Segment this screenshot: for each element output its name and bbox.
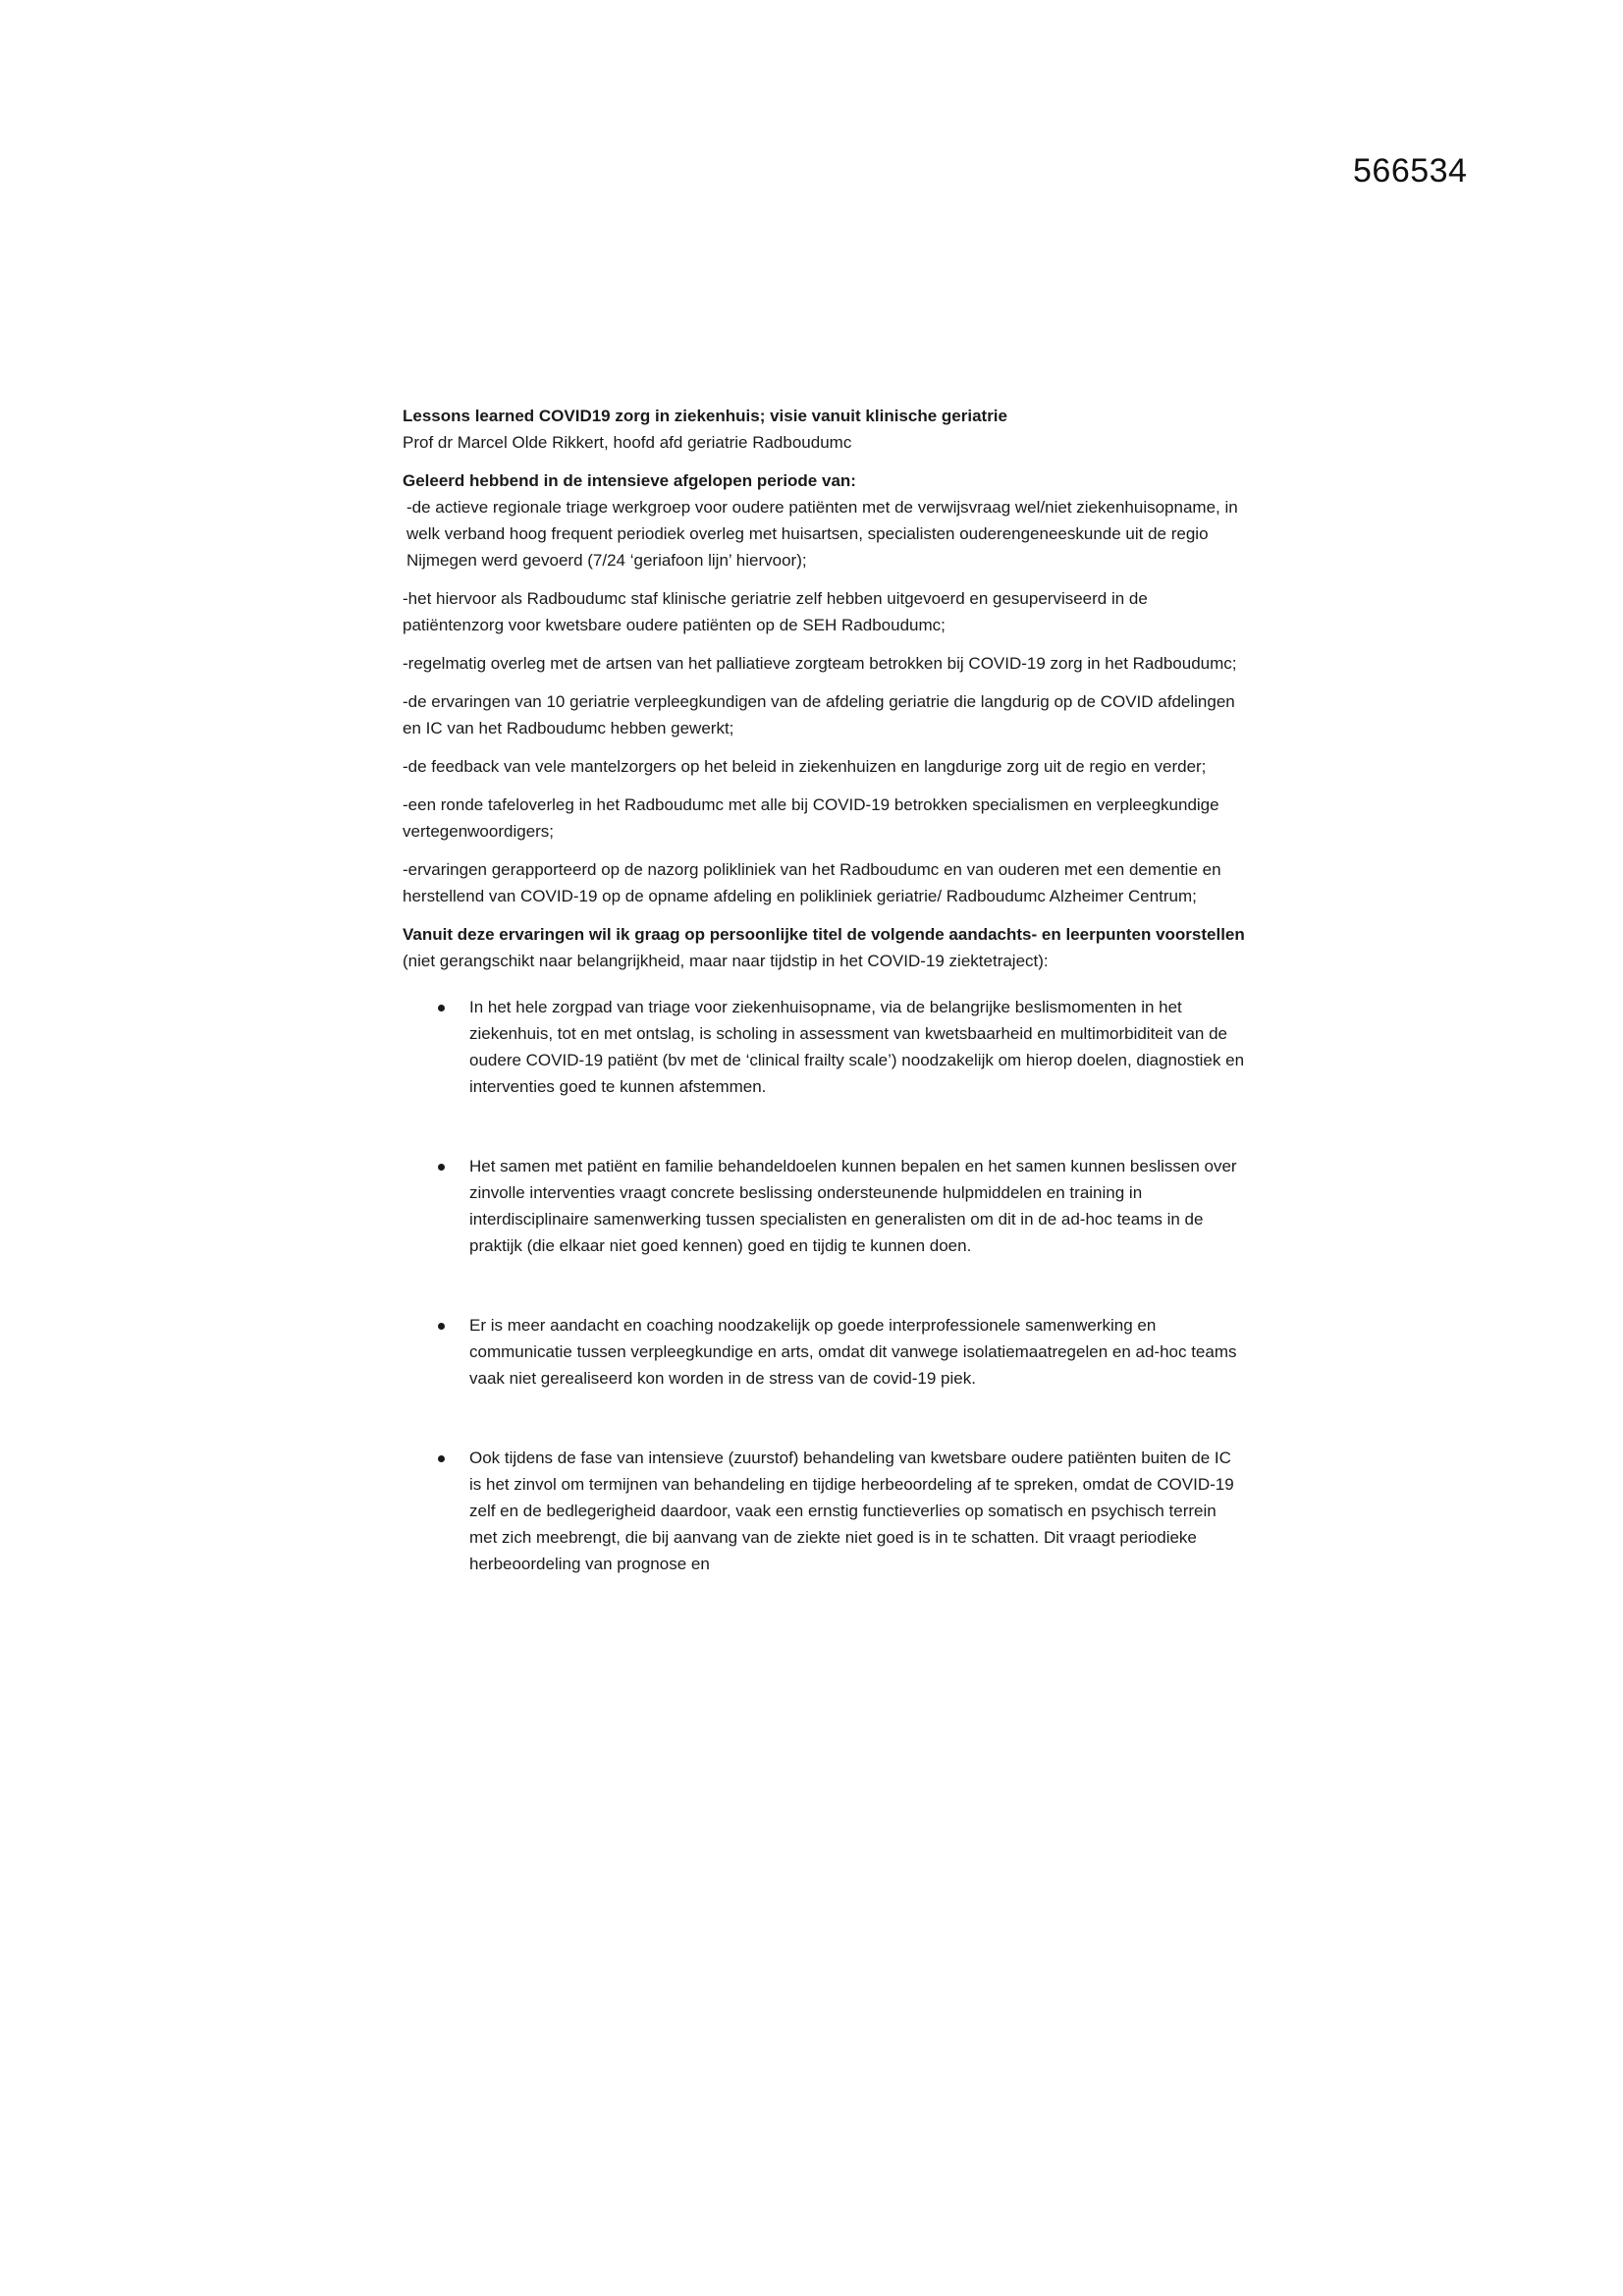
document-author: Prof dr Marcel Olde Rikkert, hoofd afd geriatrie Radboudumc (403, 433, 852, 452)
bullet-item (403, 1445, 1247, 1577)
paragraph: -ervaringen gerapporteerd op de nazorg polikliniek van het Radboudumc en van ouderen met een dementie en herstellend van COVID-19 op de opname afdeling en polikliniek geriatrie/ Radboudumc Alzheimer Centrum; (403, 860, 1221, 905)
paragraph: -regelmatig overleg met de artsen van het palliatieve zorgteam betrokken bij COVID-19 zorg in het Radboudumc; (403, 654, 1237, 673)
bullet-item (403, 994, 1247, 1100)
paragraph: -het hiervoor als Radboudumc staf klinische geriatrie zelf hebben uitgevoerd en gesuperviseerd in de patiëntenzorg voor kwetsbare oudere patiënten op de SEH Radboudumc; (403, 589, 1148, 634)
paragraph: -de actieve regionale triage werkgroep voor oudere patiënten met de verwijsvraag wel/niet ziekenhuisopname, in welk verband hoog frequent periodiek overleg met huisartsen, specialisten ouderengeneeskunde uit de regio Nijmegen werd gevoerd (7/24 ‘geriafoon lijn’ hiervoor); (406, 498, 1238, 570)
intro-paragraph (403, 921, 1247, 974)
bullet-text: In het hele zorgpad van triage voor ziekenhuisopname, via de belangrijke beslismomenten in het ziekenhuis, tot en met ontslag, is scholing in assessment van kwetsbaarheid en multimorbiditeit van de oudere COVID-19 patiënt (bv met de ‘clinical frailty scale’) noodzakelijk om hierop doelen, diagnostiek en interventies goed te kunnen afstemmen. (469, 998, 1245, 1096)
paragraph: -de feedback van vele mantelzorgers op het beleid in ziekenhuizen en langdurige zorg uit de regio en verder; (403, 757, 1207, 776)
bullet-item (403, 1153, 1247, 1259)
bullet-text: Ook tijdens de fase van intensieve (zuurstof) behandeling van kwetsbare oudere patiënten buiten de IC is het zinvol om termijnen van behandeling en tijdige herbeoordeling af te spreken, omdat de COVID-19 zelf en de bedlegerigheid daardoor, vaak een ernstig functieverlies op somatisch en psychisch terrein met zich meebrengt, die bij aanvang van de ziekte niet goed is in te schatten. Dit vraagt periodieke herbeoordeling van prognose en (469, 1449, 1234, 1573)
intro-bold-text: Vanuit deze ervaringen wil ik graag op persoonlijke titel de volgende aandachts- en leerpunten voorstellen (403, 925, 1245, 944)
bullet-icon (438, 1164, 445, 1171)
bullet-list (403, 994, 1247, 1577)
bullet-icon (438, 1323, 445, 1330)
section-heading: Geleerd hebbend in de intensieve afgelopen periode van: (403, 471, 856, 490)
bullet-text: Er is meer aandacht en coaching noodzakelijk op goede interprofessionele samenwerking en communicatie tussen verpleegkundige en arts, omdat dit vanwege isolatiemaatregelen en ad-hoc teams vaak niet gerealiseerd kon worden in de stress van de covid-19 piek. (469, 1316, 1237, 1388)
bullet-icon (438, 1455, 445, 1462)
bullet-item (403, 1312, 1247, 1392)
bullet-icon (438, 1005, 445, 1011)
document-body (403, 403, 1247, 1630)
paragraph: -een ronde tafeloverleg in het Radboudumc met alle bij COVID-19 betrokken specialismen en verpleegkundige vertegenwoordigers; (403, 795, 1219, 841)
paragraph: -de ervaringen van 10 geriatrie verpleegkundigen van de afdeling geriatrie die langdurig op de COVID afdelingen en IC van het Radboudumc hebben gewerkt; (403, 692, 1235, 738)
intro-normal-text: (niet gerangschikt naar belangrijkheid, maar naar tijdstip in het COVID-19 ziektetraject): (403, 952, 1049, 970)
bullet-text: Het samen met patiënt en familie behandeldoelen kunnen bepalen en het samen kunnen beslissen over zinvolle interventies vraagt concrete beslissing ondersteunende hulpmiddelen en training in interdisciplinaire samenwerking tussen specialisten en generalisten om dit in de ad-hoc teams in de praktijk (die elkaar niet goed kennen) goed en tijdig te kunnen doen. (469, 1157, 1237, 1255)
document-number: 566534 (1353, 152, 1468, 190)
document-title: Lessons learned COVID19 zorg in ziekenhuis; visie vanuit klinische geriatrie (403, 407, 1007, 425)
